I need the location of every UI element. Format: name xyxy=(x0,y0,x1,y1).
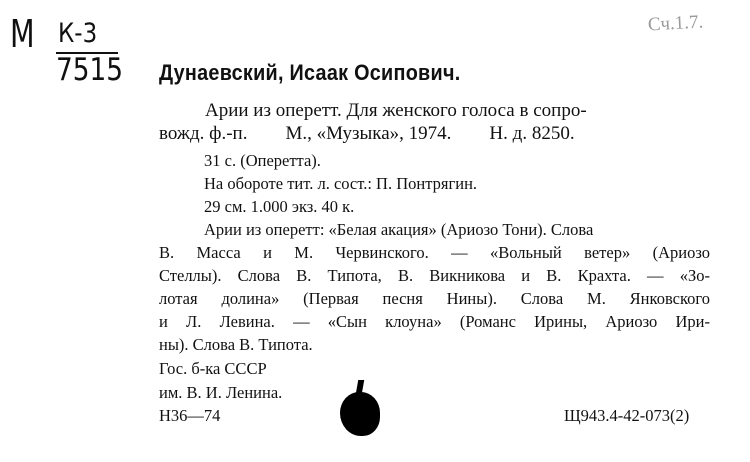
title-line-1: Арии из оперетт. Для женского голоса в сопро- xyxy=(205,100,587,121)
detail-line-pages: 31 с. (Оперетта). xyxy=(204,151,321,170)
handwritten-letter: М xyxy=(10,12,36,56)
title-line-2: вожд. ф.-п. М., «Музыка», 1974. Н. д. 8250. xyxy=(159,123,575,144)
contents-line-5: и Л. Левина. — «Сын клоуна» (Романс Ирины, Ариозо Ири- xyxy=(159,312,710,331)
contents-line-3: Стеллы). Слова В. Типота, В. Викникова и В. Крахта. — «Зо- xyxy=(159,266,710,285)
detail-line-size: 29 см. 1.000 экз. 40 к. xyxy=(204,197,355,216)
contents-line-4: лотая долина» (Первая песня Нины). Слова М. Янковского xyxy=(159,289,710,308)
library-line-1: Гос. б-ка СССР xyxy=(159,359,267,378)
classification-code: Щ943.4-42-073(2) xyxy=(564,406,690,425)
handwritten-number: 7515 xyxy=(56,52,124,88)
faint-pencil-mark: Сч.1.7. xyxy=(647,11,704,36)
card-code-left: Н36—74 xyxy=(159,406,221,425)
author-heading: Дунаевский, Исаак Осипович. xyxy=(159,60,461,85)
handwritten-shelf-code: К-3 xyxy=(58,18,98,49)
library-line-2: им. В. И. Ленина. xyxy=(159,383,283,402)
contents-line-1: Арии из оперетт: «Белая акация» (Ариозо Тони). Слова xyxy=(204,220,594,239)
contents-line-6: ны). Слова В. Типота. xyxy=(159,335,313,354)
detail-line-compiler: На обороте тит. л. сост.: П. Понтрягин. xyxy=(204,174,478,193)
contents-line-2: В. Масса и М. Червинского. — «Вольный ветер» (Ариозо xyxy=(159,243,710,262)
ink-blot xyxy=(340,392,380,436)
